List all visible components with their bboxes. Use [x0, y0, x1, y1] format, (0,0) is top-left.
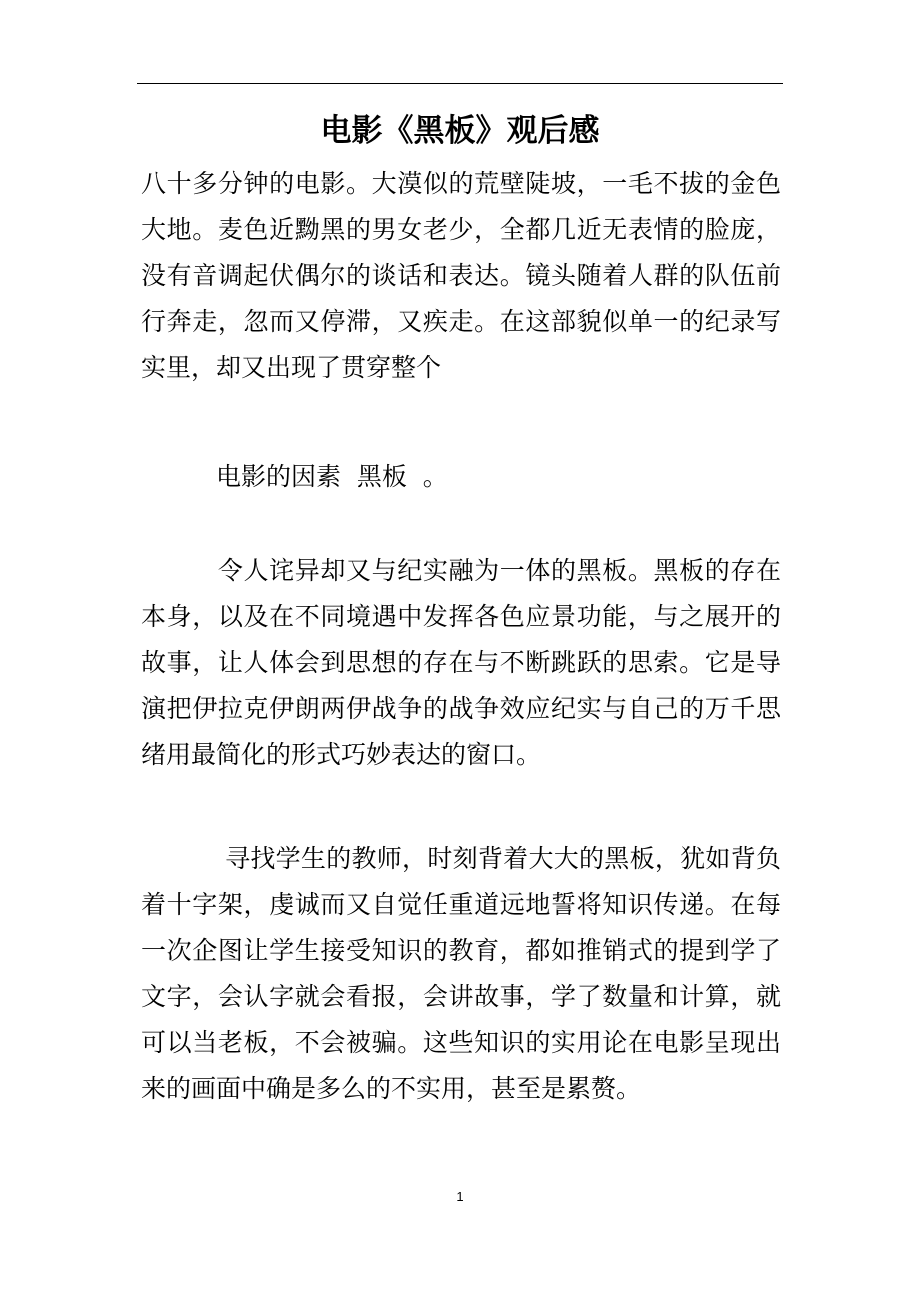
- document-title: 电影《黑板》观后感: [320, 113, 600, 149]
- header-rule: [137, 83, 783, 84]
- page-number: 1: [456, 1189, 464, 1204]
- paragraph-3: 令人诧异却又与纪实融为一体的黑板。黑板的存在本身，以及在不同境遇中发挥各色应景功能，与之展开的故事，让人体会到思想的存在与不断跳跃的思索。它是导演把伊拉克伊朗两伊战争的战争效应纪实与自己的万千思绪用最简化的形式巧妙表达的窗口。: [141, 556, 781, 769]
- paragraph-4: 寻找学生的教师，时刻背着大大的黑板，犹如背负着十字架，虔诚而又自觉任重道远地誓将知识传递。在每一次企图让学生接受知识的教育，都如推销式的提到学了文字，会认字就会看报，会讲故事，学了数量和计算，就可以当老板，不会被骗。这些知识的实用论在电影呈现出来的画面中确是多么的不实用，甚至是累赘。: [141, 844, 781, 1103]
- paragraph-2: 电影的因素 黑板 。: [141, 462, 448, 491]
- paragraph-1: 八十多分钟的电影。大漠似的荒壁陡坡，一毛不拔的金色大地。麦色近黝黑的男女老少，全都几近无表情的脸庞，没有音调起伏偶尔的谈话和表达。镜头随着人群的队伍前行奔走，忽而又停滞，又疾走。在这部貌似单一的纪录写实里，却又出现了贯穿整个: [141, 169, 781, 382]
